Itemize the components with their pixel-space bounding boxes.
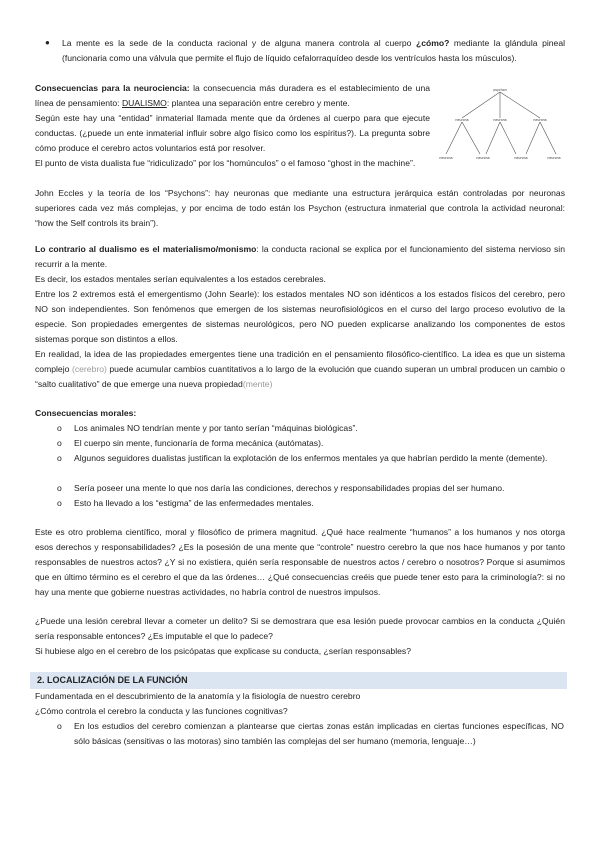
neuro-paragraph-2: Según este hay una “entidad” inmaterial llamada mente que da órdenes al cuerpo para que ejecute conductas. (¿puede un ente inmaterial influir sobre algo físico como los espíritus?). La pregunta sobre cómo produce el cerebro actos voluntarios está por resolver. (35, 113, 430, 153)
psychon-hierarchy-diagram (436, 84, 564, 168)
bullet-text-cont: mediante la glándula pineal (funcionaria como una válvula que permite el flujo de líquido cefalorraquídeo desde los ventrículos hasta los músculos). (62, 38, 566, 63)
moral-item: El cuerpo sin mente, funcionaría de forma mecánica (autómatas). (74, 438, 324, 448)
neuro-heading: Consecuencias para la neurociencia: (35, 83, 190, 93)
list-marker: o (57, 453, 62, 463)
moral-item: Algunos seguidores dualistas justifican la explotación de los enfermos mentales ya que habrían perdido la mente (demente). (74, 453, 548, 463)
diagram-label-neurona: neurona (476, 156, 490, 160)
diagram-edge (462, 92, 500, 118)
moral-item: Los animales NO tendrían mente y por tanto serían “máquinas biológicas”. (74, 423, 358, 433)
diagram-edge (486, 122, 500, 154)
moral-item: Esto ha llevado a los “estigma” de las enfermedades mentales. (74, 498, 314, 508)
materialism-heading: Lo contrario al dualismo es el materialismo/monismo (35, 244, 257, 254)
list-marker: o (57, 498, 62, 508)
dualismo-term: DUALISMO (121, 98, 167, 108)
neuro-text: la consecuencia más duradera es el establecimiento de una línea de pensamiento: (35, 83, 430, 108)
diagram-edge (500, 122, 516, 154)
diagram-edge (526, 122, 540, 154)
diagram-edge (446, 122, 462, 154)
diagram-label-neurona: neurona (439, 156, 453, 160)
neuro-paragraph-1 (35, 81, 430, 111)
list-marker: o (57, 438, 62, 448)
moral-item: Sería poseer una mente lo que nos daría las condiciones, derechos y responsabilidades propias del ser humano. (74, 483, 505, 493)
section-heading: 2. LOCALIZACIÓN DE LA FUNCIÓN (37, 675, 188, 685)
diagram-label-neurona: neurona (493, 118, 507, 122)
problem-paragraph-3: Si hubiese algo en el cerebro de los psicópatas que explicase su conducta, ¿serían responsables? (35, 646, 411, 656)
neuro-paragraph-4: John Eccles y la teoría de los “Psychons”: hay neuronas que mediante una estructura jerárquica están controladas por neuronas superiores cada vez más complejas, y por encima de todo están los Psychon (estructura inmaterial que controla la actividad neuronal: “how the Self controls its brain”). (35, 188, 565, 228)
diagram-edge (500, 92, 540, 118)
moral-heading: Consecuencias morales: (35, 408, 137, 418)
diagram-label-neurona: neurona (455, 118, 469, 122)
materialism-text: En realidad, la idea de las propiedades emergentes tiene una tradición en el pensamiento filosófico-científico. La idea es que un sistema complejo (35, 349, 565, 374)
diagram-label-neurona: neurona (514, 156, 528, 160)
neuro-paragraph-3: El punto de vista dualista fue “ridiculizado” por los “homúnculos” o el famoso “ghost in the machine”. (35, 158, 416, 168)
bullet-text: La mente es la sede de la conducta racional y de alguna manera controla al cuerpo (62, 38, 416, 48)
diagram-edge (462, 122, 480, 154)
list-marker: o (57, 423, 62, 433)
bullet-question: ¿cómo? (415, 38, 450, 48)
materialism-paragraph-3: Entre los 2 extremos está el emergentismo (John Searle): los estados mentales NO son idénticos a los estados físicos del cerebro, pero NO son independientes. Son fenómenos que emergen de los sistemas neurofisiológicos en el curso del largo proceso evolutivo de la especie. Son propiedades emergentes de sistemas neurológicos, pero NO pueden explicarse analizando los componentes de estos sistemas porque son distintos a ellos. (35, 289, 565, 344)
materialism-paragraph-2: Es decir, los estados mentales serían equivalentes a los estados cerebrales. (35, 274, 326, 284)
problem-paragraph-1: Este es otro problema científico, moral y filosófico de primera magnitud. ¿Qué hace realmente “humanos” a los humanos y nos otorga esos derechos y responsabilidades? ¿Es la posesión de una mente que “controle” nuestro cerebro la que nos hace humanos y por tanto responsables de nuestros actos? ¿Y si no existiera, quién sería responsable de nuestros actos / cerebro o nosotros? Porque si asumimos que en último término es el cerebro el que da las órdenes… ¿Qué consecuencias creéis que puede tener esto para la criminología?: si no hay una mente que gobierne nuestras actividades, no habría control de nuestros impulsos. (35, 527, 565, 597)
bullet-paragraph (62, 36, 565, 66)
bullet-marker: ● (45, 38, 50, 47)
diagram-label-neurona: neurona (533, 118, 547, 122)
section2-paragraph-2: ¿Cómo controla el cerebro la conducta y las funciones cognitivas? (35, 706, 288, 716)
list-marker: o (57, 721, 62, 731)
diagram-label-neurona: neurona (547, 156, 561, 160)
materialism-text: : la conducta racional se explica por el funcionamiento del sistema nervioso sin recurrir a la mente. (35, 244, 565, 269)
materialism-text-cont: puede acumular cambios cuantitativos a lo largo de la evolución que cuando superan un umbral producen un cambio o “salto cualitativo” de que emerge una nueva propiedad (35, 364, 565, 389)
list-marker: o (57, 483, 62, 493)
materialism-paragraph-4 (35, 347, 565, 392)
section2-item: En los estudios del cerebro comienzan a plantearse que ciertas zonas están implicadas en ciertas funciones específicas, NO sólo básicas (sensitivas o las motoras) sino también las complejas del ser humano (memoria, lenguaje…) (74, 721, 564, 746)
problem-paragraph-2: ¿Puede una lesión cerebral llevar a cometer un delito? Si se demostrara que esa lesión puede provocar cambios en la conducta ¿Quién sería responsable entonces? ¿Es imputable el que lo padece? (35, 616, 565, 641)
diagram-edge (540, 122, 556, 154)
cerebro-aside: (cerebro) (71, 364, 107, 374)
materialism-paragraph-1 (35, 242, 565, 272)
diagram-label-psychon: psychon (493, 88, 507, 92)
neuro-text-cont: : plantea una separación entre cerebro y mente. (166, 98, 350, 108)
section2-paragraph-1: Fundamentada en el descubrimiento de la anatomía y la fisiología de nuestro cerebro (35, 691, 361, 701)
mente-aside: (mente) (242, 379, 273, 389)
